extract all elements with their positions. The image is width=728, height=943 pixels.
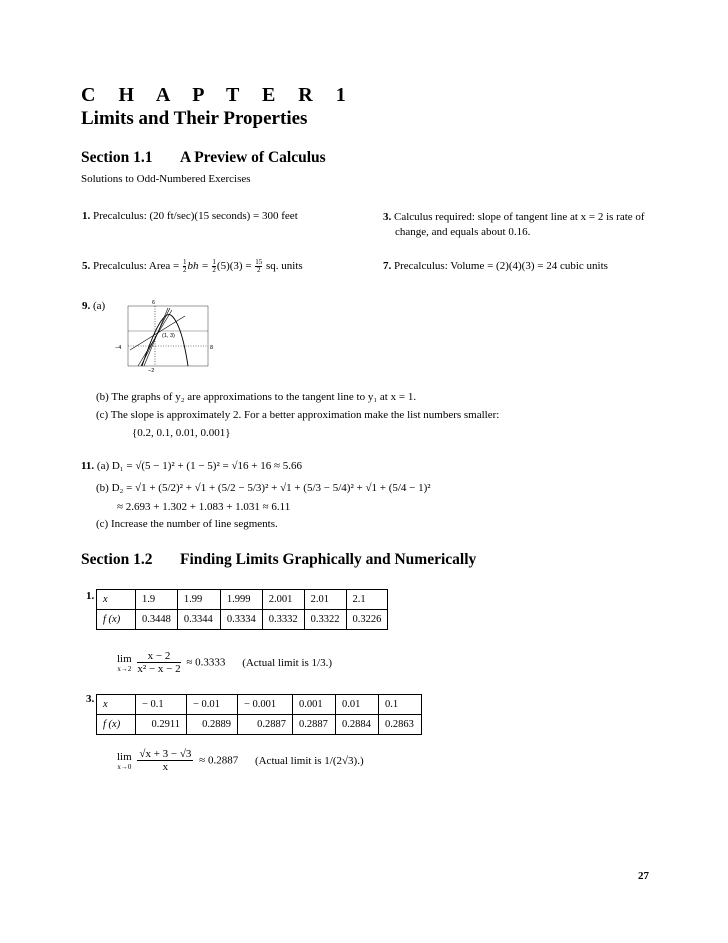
table-cell: 1.999 (220, 590, 262, 610)
y-max-label: 6 (152, 300, 156, 306)
point-label: (1, 3) (162, 333, 175, 339)
y-min-label: −2 (148, 368, 155, 374)
section-1-1-title: A Preview of Calculus (180, 149, 326, 166)
lim-subscript: x→2 (117, 664, 132, 673)
exercise-9 (82, 300, 105, 312)
exercise-text-pre: Precalculus: Area = (93, 260, 182, 273)
table-cell: 0.3334 (220, 610, 262, 630)
fraction-fifteen-halves: $\frac{15}{2}$ (255, 258, 263, 274)
section-1-1-subtitle: Solutions to Odd-Numbered Exercises (81, 173, 251, 185)
table-cell: 0.3226 (346, 610, 388, 630)
exercise-11-part-a: (a) D₁ = √(5 − 1)² + (1 − 5)² = √16 + 16 ≈ 5.66 (96, 460, 302, 472)
exercise-number: 3. (86, 693, 95, 705)
exercise-7 (383, 260, 608, 272)
section-1-1-number: Section 1.1 (81, 149, 153, 166)
exercise-5: 5. Precalculus: Area = $\frac{1}{2}$ bh = $\frac{1}{2}$ (5)(3) = $\frac{15}{2}$ sq. units (82, 258, 303, 274)
exercise-text: Precalculus: Volume = (2)(4)(3) = 24 cubic units (394, 260, 608, 272)
exercise-11 (81, 460, 302, 472)
table-cell: 0.2887 (238, 715, 293, 735)
part-label: (a) (93, 300, 106, 312)
x-max-label: 8 (210, 345, 214, 351)
table-cell: 1.9 (136, 590, 178, 610)
lim-subscript: x→0 (117, 762, 132, 771)
exercise-text-line2: change, and equals about 0.16. (395, 226, 531, 238)
table-cell: 0.2863 (379, 715, 422, 735)
chapter-title: Limits and Their Properties (81, 108, 308, 129)
exercise-text-line1: Calculus required: slope of tangent line at x = 2 is rate of (394, 211, 645, 223)
exercise-number: 7. (383, 260, 392, 272)
denominator: x² − x − 2 (137, 663, 181, 675)
limit-expression-1 (117, 650, 332, 675)
table-cell: 0.2889 (187, 715, 238, 735)
exercise-text: Precalculus: (20 ft/sec)(15 seconds) = 300 feet (93, 210, 298, 222)
table-cell: − 0.1 (136, 695, 187, 715)
table-cell: f (x) (97, 610, 136, 630)
exercise-3 (383, 210, 645, 240)
exercise-number: 11. (81, 460, 95, 472)
actual-limit-note: (Actual limit is 1/3.) (242, 656, 333, 669)
x-min-label: −4 (115, 345, 122, 351)
table-cell: 0.1 (379, 695, 422, 715)
limit-result: ≈ 0.3333 (186, 656, 226, 669)
table-cell: 0.2884 (336, 715, 379, 735)
table-cell: 2.01 (304, 590, 346, 610)
numerator: x − 2 (137, 650, 180, 663)
table-cell: 1.99 (177, 590, 220, 610)
table-cell: x (97, 590, 136, 610)
limit-expression-3 (117, 748, 364, 773)
lim-label: lim (117, 652, 132, 665)
table-cell: 0.3322 (304, 610, 346, 630)
chapter-label: C H A P T E R 1 (81, 84, 355, 106)
exercise-9-part-b: (b) The graphs of y₂ are approximations to the tangent line to y₁ at x = 1. (96, 391, 417, 403)
table-cell: 2.1 (346, 590, 388, 610)
table-cell: 0.3448 (136, 610, 178, 630)
numerator: √x + 3 − √3 (139, 748, 192, 760)
exercise-number: 3. (383, 211, 392, 223)
exercise-9-part-c: (c) The slope is approximately 2. For a better approximation make the list numbers smaller: (96, 409, 500, 421)
table-row (97, 695, 422, 715)
section-1-2-title: Finding Limits Graphically and Numerically (180, 551, 477, 568)
fraction-half: $\frac{1}{2}$ (212, 258, 216, 274)
table-cell: 0.001 (293, 695, 336, 715)
lim-label: lim (117, 750, 132, 763)
table-cell: 0.2887 (293, 715, 336, 735)
exercise-1 (82, 210, 298, 222)
table-cell: − 0.01 (187, 695, 238, 715)
tangent-graph (110, 296, 225, 376)
table-cell: x (97, 695, 136, 715)
table-cell: − 0.001 (238, 695, 293, 715)
exercise-11-part-b-result: ≈ 2.693 + 1.302 + 1.083 + 1.031 ≈ 6.11 (117, 501, 291, 513)
table-cell: 0.01 (336, 695, 379, 715)
page-number: 27 (638, 870, 649, 882)
exercise-number: 9. (82, 300, 91, 312)
table-cell: 0.3344 (177, 610, 220, 630)
exercise-number: 5. (82, 260, 91, 273)
section-1-2-number: Section 1.2 (81, 551, 153, 568)
table-row (97, 610, 388, 630)
values-table-3 (96, 694, 422, 735)
table-cell: 0.2911 (136, 715, 187, 735)
exercise-11-part-c: (c) Increase the number of line segments. (96, 518, 278, 530)
exercise-number: 1. (86, 590, 95, 602)
table-cell: 2.001 (262, 590, 304, 610)
exercise-11-part-b: (b) D₂ = √1 + (5/2)² + √1 + (5/2 − 5/3)² + √1 + (5/3 − 5/4)² + √1 + (5/4 − 1)² (96, 482, 431, 494)
table-cell: 0.3332 (262, 610, 304, 630)
exercise-number: 1. (82, 210, 91, 222)
actual-limit-note: (Actual limit is 1/(2√3).) (254, 754, 364, 767)
denominator: x (162, 761, 169, 773)
table-row (97, 715, 422, 735)
fraction-half: $\frac{1}{2}$ (182, 258, 187, 274)
values-table-1 (96, 589, 388, 630)
table-row (97, 590, 388, 610)
exercise-9-list: {0.2, 0.1, 0.01, 0.001} (132, 427, 231, 439)
limit-result: ≈ 0.2887 (199, 754, 239, 767)
table-cell: f (x) (97, 715, 136, 735)
